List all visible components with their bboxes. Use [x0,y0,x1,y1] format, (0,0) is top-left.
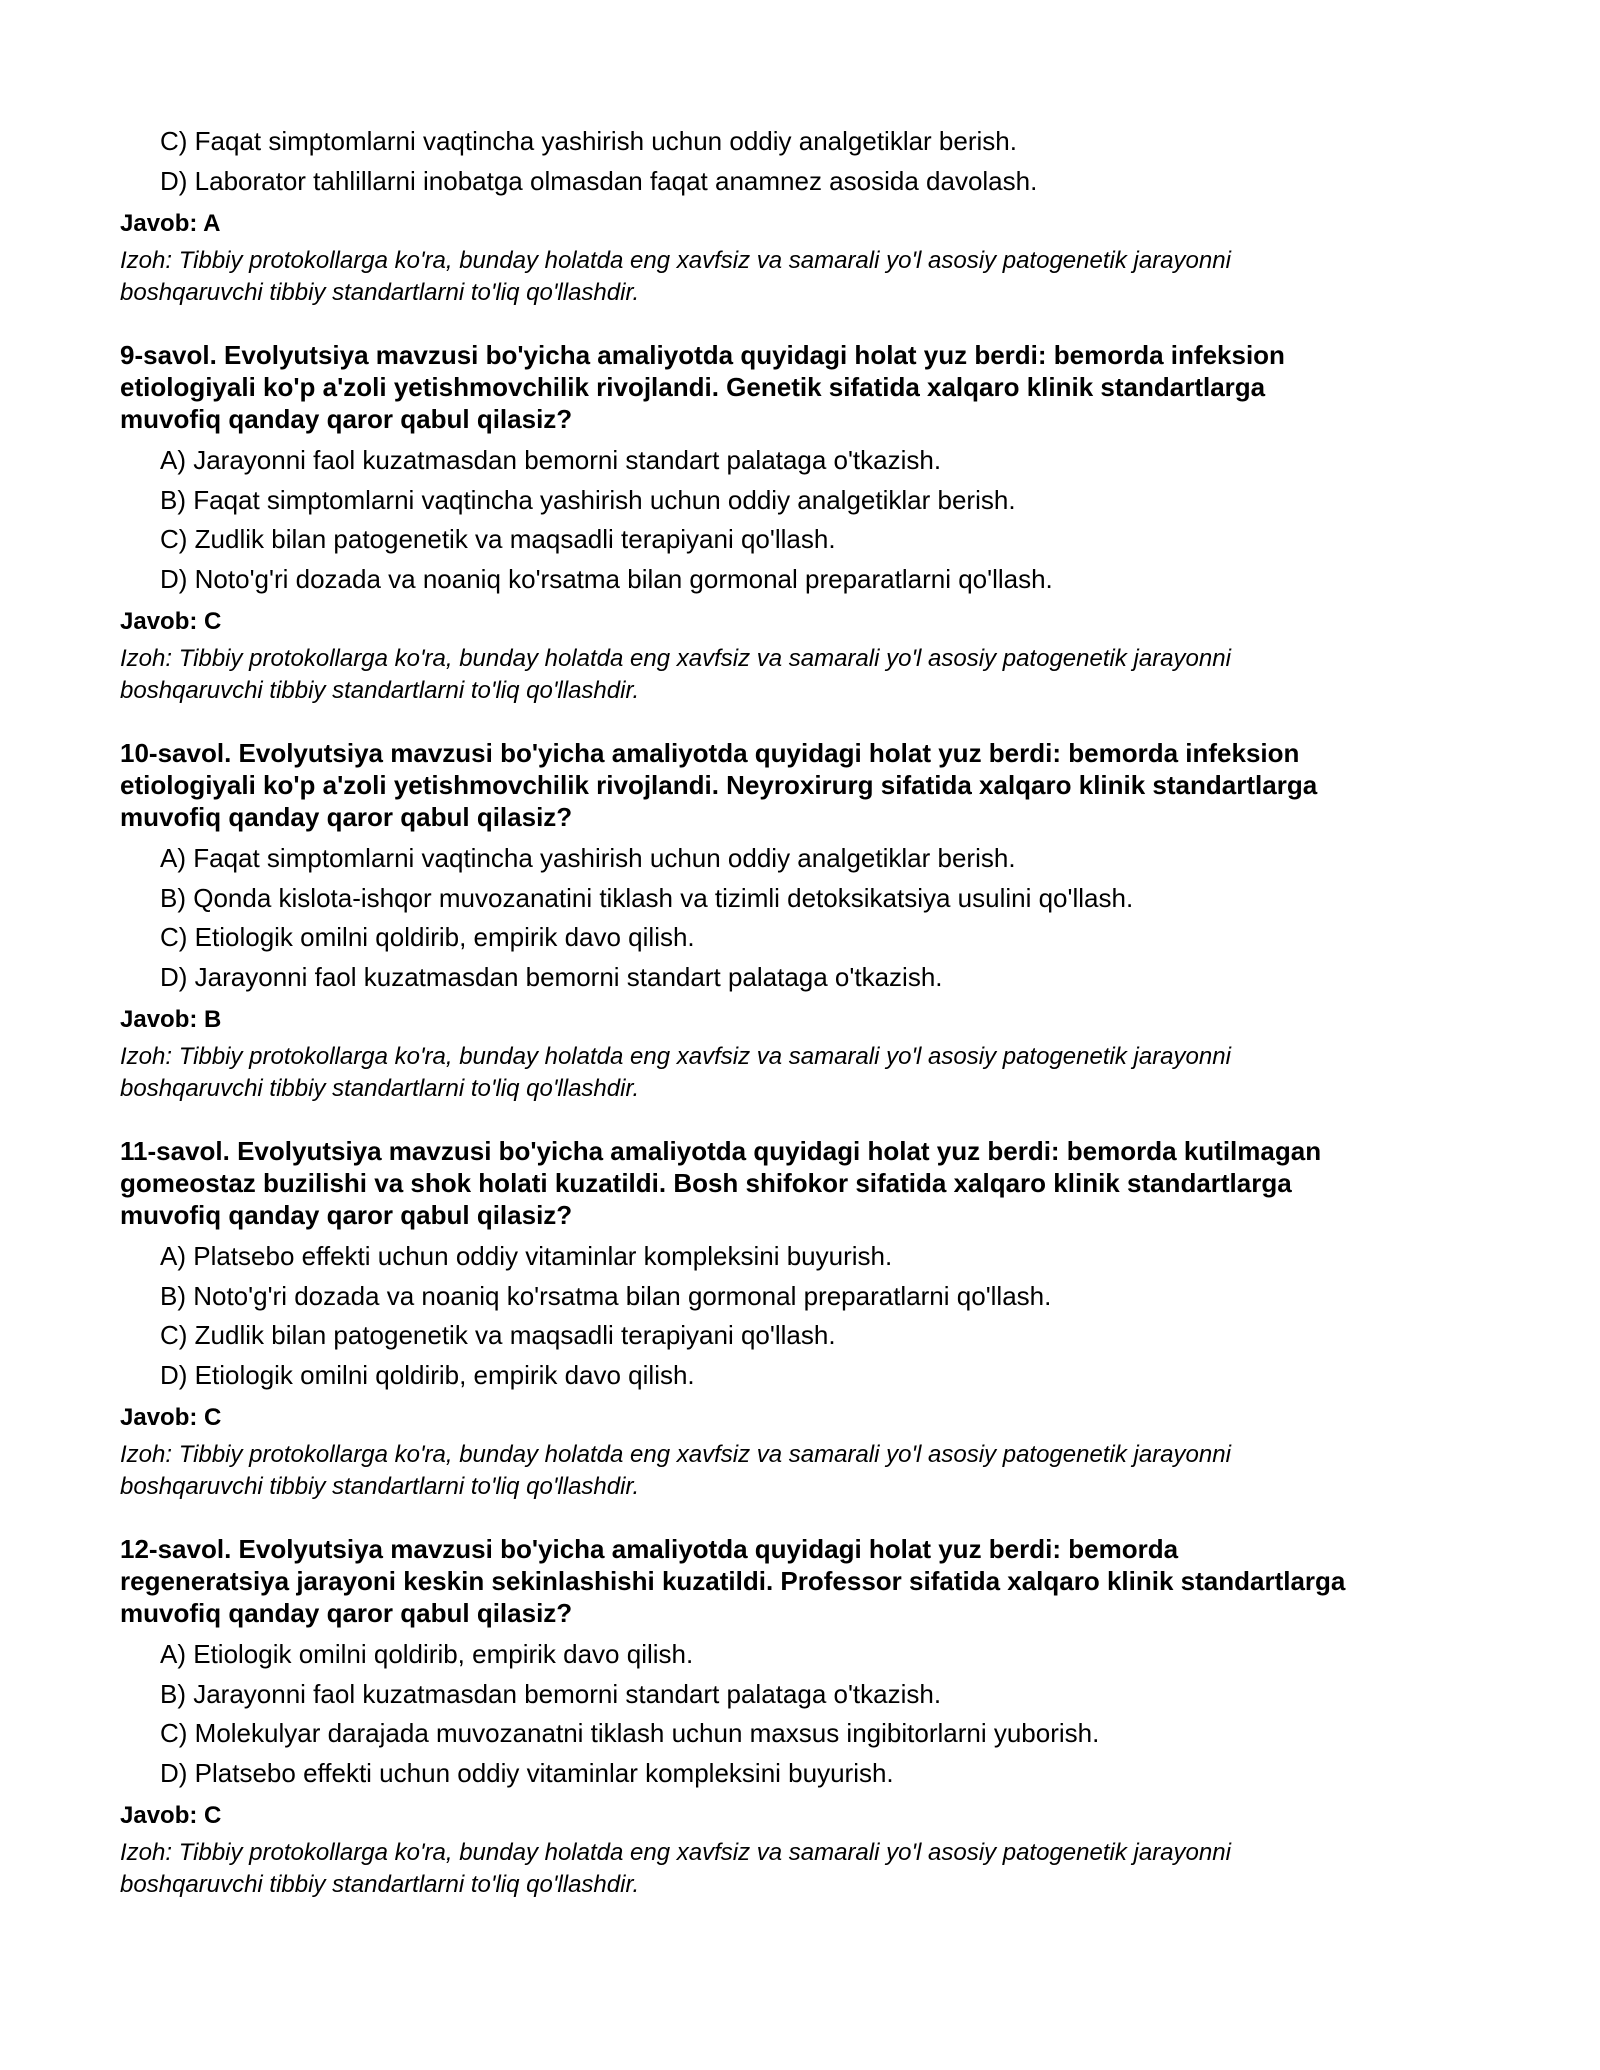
explanation-line: Izoh: Tibbiy protokollarga ko'ra, bunday holatda eng xavfsiz va samarali yo'l asosiy patogenetik jarayonni [120,247,1231,274]
answer-option: C) Etiologik omilni qoldirib, empirik davo qilish. [160,922,695,952]
answer-option: A) Faqat simptomlarni vaqtincha yashirish uchun oddiy analgetiklar berish. [160,843,1016,873]
answer-option: C) Molekulyar darajada muvozanatni tiklash uchun maxsus ingibitorlarni yuborish. [160,1718,1100,1748]
question-block-9 [120,339,1500,707]
explanation-line: boshqaruvchi tibbiy standartlarni to'liq qo'llashdir. [120,1473,640,1500]
answer-key: Javob: B [120,1006,222,1033]
question-line: 11-savol. Evolyutsiya mavzusi bo'yicha amaliyotda quyidagi holat yuz berdi: bemorda kutilmagan [120,1136,1322,1166]
answer-option: B) Faqat simptomlarni vaqtincha yashirish uchun oddiy analgetiklar berish. [160,484,1016,515]
answer-key: Javob: C [120,608,222,635]
document-page [120,122,1500,1901]
answer-key: Javob: A [120,210,221,237]
question-line: 10-savol. Evolyutsiya mavzusi bo'yicha amaliyotda quyidagi holat yuz berdi: bemorda infeksion [120,738,1300,768]
explanation-line: Izoh: Tibbiy protokollarga ko'ra, bunday holatda eng xavfsiz va samarali yo'l asosiy patogenetik jarayonni [120,1043,1231,1070]
answer-key: Javob: C [120,1802,222,1829]
explanation-line: Izoh: Tibbiy protokollarga ko'ra, bunday holatda eng xavfsiz va samarali yo'l asosiy patogenetik jarayonni [120,645,1231,672]
answer-key: Javob: C [120,1404,222,1431]
explanation [120,245,1500,309]
question-line: muvofiq qanday qaror qabul qilasiz? [120,404,573,434]
question-text [120,1533,1500,1629]
answer-option: A) Jarayonni faol kuzatmasdan bemorni standart palataga o'tkazish. [160,445,942,475]
question-text [120,339,1500,435]
question-line: gomeostaz buzilishi va shok holati kuzatildi. Bosh shifokor sifatida xalqaro klinik standartlarga [120,1168,1292,1198]
question-line: etiologiyali ko'p a'zoli yetishmovchilik rivojlandi. Genetik sifatida xalqaro klinik standartlarga [120,372,1266,402]
explanation-line: Izoh: Tibbiy protokollarga ko'ra, bunday holatda eng xavfsiz va samarali yo'l asosiy patogenetik jarayonni [120,1839,1231,1866]
answer-option: D) Laborator tahlillarni inobatga olmasdan faqat anamnez asosida davolash. [160,165,1038,196]
answer-option: D) Jarayonni faol kuzatmasdan bemorni standart palataga o'tkazish. [160,961,943,992]
explanation [120,1041,1500,1105]
question-line: regeneratsiya jarayoni keskin sekinlashishi kuzatildi. Professor sifatida xalqaro klinik standartlarga [120,1566,1346,1596]
explanation [120,1439,1500,1503]
answer-option: C) Faqat simptomlarni vaqtincha yashirish uchun oddiy analgetiklar berish. [160,126,1017,156]
explanation-line: boshqaruvchi tibbiy standartlarni to'liq qo'llashdir. [120,1871,640,1898]
answer-option: A) Etiologik omilni qoldirib, empirik davo qilish. [160,1639,694,1669]
question-block-11 [120,1135,1500,1503]
explanation [120,1837,1500,1901]
answer-option: B) Noto'g'ri dozada va noaniq ko'rsatma bilan gormonal preparatlarni qo'llash. [160,1280,1052,1311]
answer-option: D) Noto'g'ri dozada va noaniq ko'rsatma bilan gormonal preparatlarni qo'llash. [160,563,1053,594]
question-line: muvofiq qanday qaror qabul qilasiz? [120,1598,573,1628]
explanation-line: boshqaruvchi tibbiy standartlarni to'liq qo'llashdir. [120,677,640,704]
question-line: 12-savol. Evolyutsiya mavzusi bo'yicha amaliyotda quyidagi holat yuz berdi: bemorda [120,1534,1179,1564]
question-line: muvofiq qanday qaror qabul qilasiz? [120,802,573,832]
explanation-line: boshqaruvchi tibbiy standartlarni to'liq qo'llashdir. [120,279,640,306]
answer-option: B) Jarayonni faol kuzatmasdan bemorni standart palataga o'tkazish. [160,1678,942,1709]
answer-option: D) Platsebo effekti uchun oddiy vitaminlar kompleksini buyurish. [160,1757,894,1788]
question-block-10 [120,737,1500,1105]
question-line: etiologiyali ko'p a'zoli yetishmovchilik rivojlandi. Neyroxirurg sifatida xalqaro klinik standartlarga [120,770,1318,800]
answer-option: A) Platsebo effekti uchun oddiy vitaminlar kompleksini buyurish. [160,1241,893,1271]
answer-option: D) Etiologik omilni qoldirib, empirik davo qilish. [160,1359,695,1390]
answer-option: C) Zudlik bilan patogenetik va maqsadli terapiyani qo'llash. [160,524,836,554]
answer-option: B) Qonda kislota-ishqor muvozanatini tiklash va tizimli detoksikatsiya usulini qo'llash. [160,882,1134,913]
question-partial [120,122,1500,309]
question-line: muvofiq qanday qaror qabul qilasiz? [120,1200,573,1230]
question-block-12 [120,1533,1500,1901]
question-text [120,1135,1500,1231]
answer-option: C) Zudlik bilan patogenetik va maqsadli terapiyani qo'llash. [160,1320,836,1350]
explanation-line: boshqaruvchi tibbiy standartlarni to'liq qo'llashdir. [120,1075,640,1102]
question-line: 9-savol. Evolyutsiya mavzusi bo'yicha amaliyotda quyidagi holat yuz berdi: bemorda infeksion [120,340,1285,370]
explanation [120,643,1500,707]
explanation-line: Izoh: Tibbiy protokollarga ko'ra, bunday holatda eng xavfsiz va samarali yo'l asosiy patogenetik jarayonni [120,1441,1231,1468]
question-text [120,737,1500,833]
